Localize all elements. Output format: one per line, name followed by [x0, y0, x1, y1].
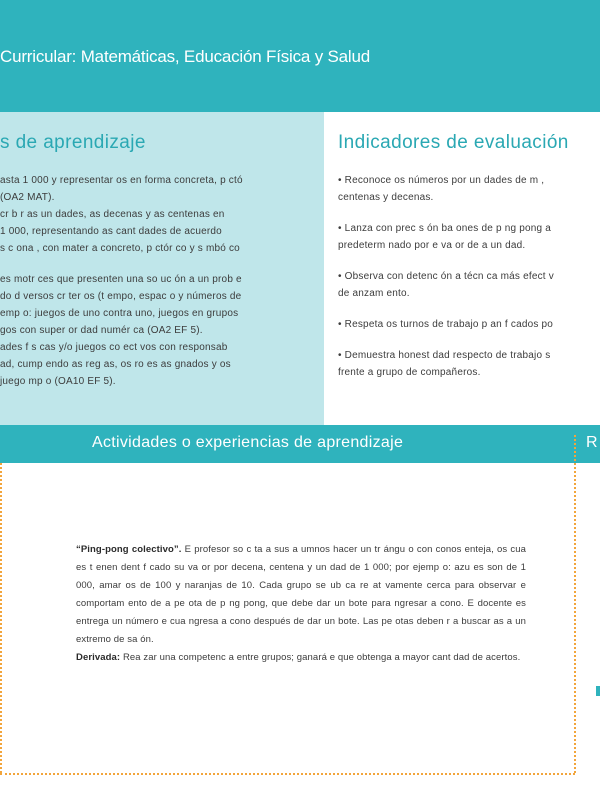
indicator-line: • Respeta os turnos de trabajo p an f cados po	[338, 319, 554, 330]
evaluation-indicators-list	[338, 172, 600, 395]
objective-line: (OA2 MAT).	[0, 192, 55, 203]
page-title: Curricular: Matemáticas, Educación Física y Salud	[0, 47, 371, 66]
indicator-item	[338, 347, 600, 381]
indicator-item	[338, 268, 600, 302]
evaluation-indicators-title: Indicadores de evaluación	[338, 132, 569, 153]
objective-line: emp o: juegos de uno contra uno, juegos en grupos	[0, 308, 239, 319]
learning-objectives-panel	[0, 112, 324, 425]
objective-line: 1 000, representando as cant dades de acuerdo	[0, 226, 222, 237]
header-bar	[0, 0, 600, 112]
indicator-item	[338, 316, 600, 333]
indicator-line: • Lanza con prec s ón ba ones de p ng pong a	[338, 223, 552, 234]
indicator-line: • Reconoce os números por un dades de m ,	[338, 175, 545, 186]
activity-body: E profesor so c ta a sus a umnos hacer un tr ángu o con conos enteja, os cua es t enen dent f cado su va or por decena, centena y un dad de 1 000; por ejemp o: azu es son de 1 000, amar os de 100 y naranjas de 10. Cada grupo se ub ca re at vamente cerca para observar e comportam ento de a pe ota de p ng pong, que debe dar un bote para ngresar a cono. E docente es entrega un número e cua ngresa a cono después de dar un bote. Las pe otas deben r a buscar as a un extremo de sa ón.	[76, 544, 526, 645]
learning-objectives-title: s de aprendizaje	[0, 132, 146, 153]
indicator-line: frente a grupo de compañeros.	[338, 367, 481, 378]
indicator-item	[338, 172, 600, 206]
indicator-line: • Demuestra honest dad respecto de trabajo s	[338, 350, 551, 361]
dotted-border-divider	[574, 435, 576, 773]
activity-variant-body: Rea zar una competenc a entre grupos; ganará e que obtenga a mayor cant dad de acertos.	[120, 652, 521, 663]
indicator-line: • Observa con detenc ón a técn ca más efect v	[338, 271, 554, 282]
objective-line: es motr ces que presenten una so uc ón a un prob e	[0, 274, 242, 285]
objective-line: ad, cump endo as reg as, os ro es as gnados y os	[0, 359, 231, 370]
indicator-line: predeterm nado por e va or de a un dad.	[338, 240, 526, 251]
activity-description	[76, 541, 526, 667]
evaluation-indicators-panel	[324, 112, 600, 425]
objective-line: cr b r as un dades, as decenas y as centenas en	[0, 209, 225, 220]
indicator-item	[338, 220, 600, 254]
dotted-border-left	[0, 463, 2, 773]
indicator-line: de anzam ento.	[338, 288, 410, 299]
activities-header-band	[0, 425, 600, 463]
objective-line: asta 1 000 y representar os en forma concreta, p ctó	[0, 175, 243, 186]
dotted-border-bottom	[0, 773, 575, 775]
objective-line: do d versos cr ter os (t empo, espac o y números de	[0, 291, 242, 302]
objective-line: s c ona , con mater a concreto, p ctór co y s mbó co	[0, 243, 240, 254]
objective-line: ades f s cas y/o juegos co ect vos con responsab	[0, 342, 228, 353]
objective-line: juego mp o (OA10 EF 5).	[0, 376, 116, 387]
indicator-line: centenas y decenas.	[338, 192, 434, 203]
activity-variant-label: Derivada:	[76, 652, 121, 663]
objective-line: gos con super or dad numér ca (OA2 EF 5).	[0, 325, 203, 336]
decorative-mark	[596, 686, 600, 696]
resources-title-fragment: R	[586, 434, 598, 451]
learning-objectives-list	[0, 172, 320, 390]
activities-title: Actividades o experiencias de aprendizaje	[92, 434, 404, 451]
activity-lead: “Ping-pong colectivo”.	[76, 544, 182, 555]
